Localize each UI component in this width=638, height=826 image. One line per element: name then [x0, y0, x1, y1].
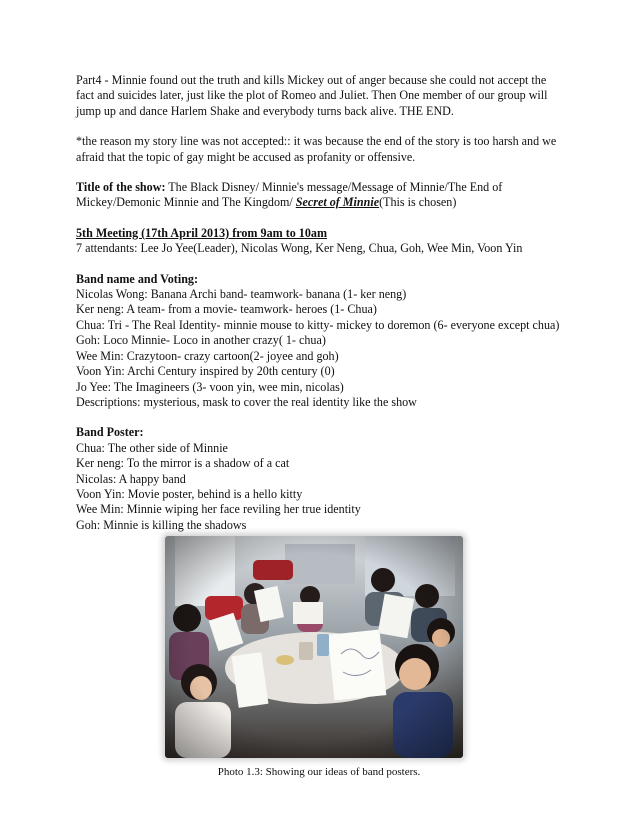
chosen-note: (This is chosen) — [379, 195, 457, 210]
band-voting-line: Ker neng: A team- from a movie- teamwork- heroes (1- Chua) — [76, 302, 377, 317]
title-of-show-paragraph — [76, 180, 566, 211]
meeting-attendants: 7 attendants: Lee Jo Yee(Leader), Nicolas Wong, Ker Neng, Chua, Goh, Wee Min, Voon Yin — [76, 241, 523, 256]
photo-caption: Photo 1.3: Showing our ideas of band posters. — [217, 766, 421, 778]
band-voting-line: Nicolas Wong: Banana Archi band- teamwork- banana (1- ker neng) — [76, 287, 407, 302]
band-poster-line: Goh: Minnie is killing the shadows — [76, 517, 247, 532]
band-poster-line: Wee Min: Minnie wiping her face reviling her true identity — [76, 502, 361, 517]
band-poster-line: Nicolas: A happy band — [76, 471, 186, 486]
band-poster-line: Chua: The other side of Minnie — [76, 440, 228, 455]
band-voting-line: Chua: Tri - The Real Identity- minnie mouse to kitty- mickey to doremon (6- everyone except chua) — [76, 317, 560, 332]
group-photo-illustration — [165, 536, 463, 758]
band-voting-line: Voon Yin: Archi Century inspired by 20th century (0) — [76, 364, 335, 379]
document-body — [76, 73, 566, 533]
band-voting-heading: Band name and Voting: — [76, 271, 198, 286]
title-of-show-label: Title of the show: — [76, 180, 166, 195]
reason-paragraph: *the reason my story line was not accepted:: it was because the end of the story is too harsh and we afraid that the topic of gay might be accused as profanity or offensive. — [76, 134, 557, 164]
part4-paragraph: Part4 - Minnie found out the truth and kills Mickey out of anger because she could not accept the fact and suicides later, just like the plot of Romeo and Juliet. Then One member of our group will jump up and dance Harlem Shake and everybody turns back alive. THE END. — [76, 73, 548, 118]
band-poster-line: Ker neng: To the mirror is a shadow of a cat — [76, 456, 290, 471]
band-voting-line: Goh: Loco Minnie- Loco in another crazy( 1- chua) — [76, 333, 326, 348]
band-voting-line: Jo Yee: The Imagineers (3- voon yin, wee min, nicolas) — [76, 379, 344, 394]
meeting-heading: 5th Meeting (17th April 2013) from 9am to 10am — [76, 225, 328, 240]
band-poster-heading: Band Poster: — [76, 425, 144, 440]
band-voting-line: Wee Min: Crazytoon- crazy cartoon(2- joyee and goh) — [76, 348, 339, 363]
band-poster-line: Voon Yin: Movie poster, behind is a hello kitty — [76, 486, 303, 501]
chosen-title: Secret of Minnie — [295, 195, 380, 210]
title-of-show-options: The Black Disney/ Minnie's message/Message of Minnie/The End of Mickey/Demonic Minnie and The Kingdom/ — [76, 180, 503, 210]
group-photo — [165, 536, 463, 758]
band-voting-line: Descriptions: mysterious, mask to cover the real identity like the show — [76, 394, 417, 409]
